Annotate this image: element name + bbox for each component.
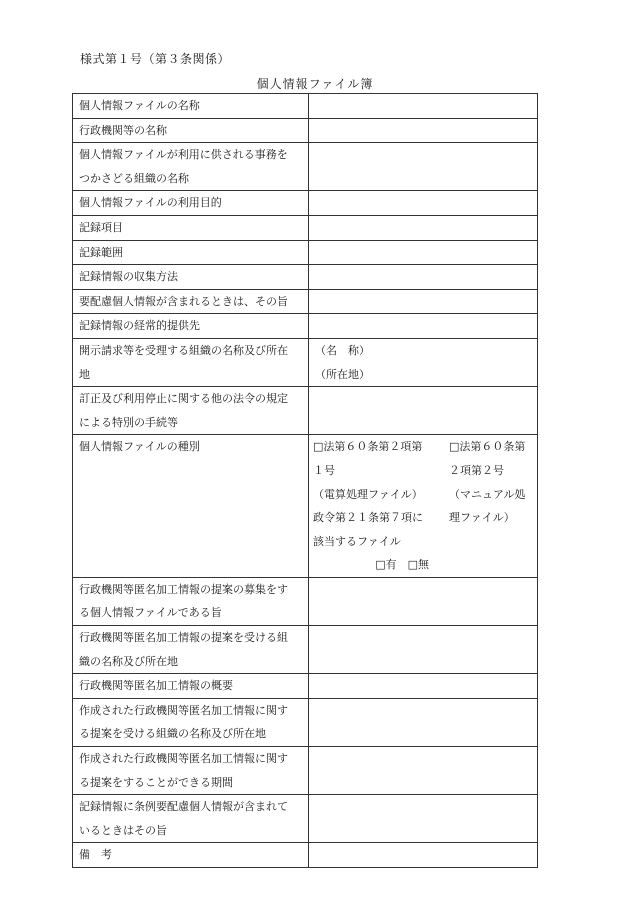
table-row xyxy=(73,435,538,578)
table-row xyxy=(73,674,538,699)
row-label: 個人情報ファイルの利用目的 xyxy=(73,191,309,216)
row-label: 記録情報に条例要配慮個人情報が含まれて いるときはその旨 xyxy=(73,795,309,843)
row-value xyxy=(309,795,538,843)
yes-no-checkboxes: □有 □無 xyxy=(375,558,429,572)
row-label: 開示請求等を受理する組織の名称及び所在 地 xyxy=(73,338,309,386)
row-label: 記録範囲 xyxy=(73,240,309,265)
row-value xyxy=(309,626,538,674)
table-row xyxy=(73,843,538,868)
row-value xyxy=(309,674,538,699)
row-label: 作成された行政機関等匿名加工情報に関す る提案をすることができる期間 xyxy=(73,747,309,795)
file-kind-cell xyxy=(309,435,538,578)
table-row xyxy=(73,118,538,143)
row-value xyxy=(309,314,538,339)
document-title: 個人情報ファイル簿 xyxy=(256,77,374,91)
table-row xyxy=(73,215,538,240)
form-number: 様式第１号（第３条関係） xyxy=(80,52,231,66)
row-label: 行政機関等の名称 xyxy=(73,118,309,143)
row-value xyxy=(309,215,538,240)
row-value xyxy=(309,94,538,119)
row-value xyxy=(309,143,538,191)
row-value xyxy=(309,698,538,746)
row-label: 行政機関等匿名加工情報の概要 xyxy=(73,674,309,699)
option-manual: □法第６０条第 ２項第２号 （マニュアル処 理ファイル） xyxy=(449,440,526,525)
row-value xyxy=(309,240,538,265)
row-label: 要配慮個人情報が含まれるときは、その旨 xyxy=(73,289,309,314)
table-row xyxy=(73,289,538,314)
table-row xyxy=(73,698,538,746)
row-label: 備 考 xyxy=(73,843,309,868)
row-label: 個人情報ファイルの名称 xyxy=(73,94,309,119)
row-value xyxy=(309,118,538,143)
row-value xyxy=(309,191,538,216)
row-label: 記録項目 xyxy=(73,215,309,240)
table-row xyxy=(73,240,538,265)
row-label: 作成された行政機関等匿名加工情報に関す る提案を受ける組織の名称及び所在地 xyxy=(73,698,309,746)
table-row xyxy=(73,265,538,290)
table-row xyxy=(73,314,538,339)
row-value xyxy=(309,843,538,868)
option-ordinance: 政令第２１条第７項に 該当するファイル □有 □無 xyxy=(309,506,445,577)
row-value xyxy=(309,387,538,435)
row-value xyxy=(309,577,538,625)
register-table xyxy=(72,93,538,868)
row-value: （名 称） （所在地） xyxy=(309,338,538,386)
table-row xyxy=(73,747,538,795)
file-kind-options xyxy=(309,435,537,577)
row-label: 記録情報の収集方法 xyxy=(73,265,309,290)
row-label: 記録情報の経常的提供先 xyxy=(73,314,309,339)
row-label: 行政機関等匿名加工情報の提案を受ける組 織の名称及び所在地 xyxy=(73,626,309,674)
table-row xyxy=(73,795,538,843)
option-electronic: □法第６０条第２項第 １号 （電算処理ファイル） xyxy=(313,440,423,501)
row-label: 個人情報ファイルの種別 xyxy=(73,435,309,578)
table-row xyxy=(73,387,538,435)
table-row xyxy=(73,626,538,674)
row-label: 訂正及び利用停止に関する他の法令の規定 による特別の手続等 xyxy=(73,387,309,435)
row-value xyxy=(309,747,538,795)
row-value xyxy=(309,289,538,314)
table-row xyxy=(73,338,538,386)
table-row xyxy=(73,191,538,216)
table-row xyxy=(73,577,538,625)
row-label: 個人情報ファイルが利用に供される事務を つかさどる組織の名称 xyxy=(73,143,309,191)
table-row xyxy=(73,94,538,119)
table-row xyxy=(73,143,538,191)
row-label: 行政機関等匿名加工情報の提案の募集をす る個人情報ファイルである旨 xyxy=(73,577,309,625)
row-value xyxy=(309,265,538,290)
